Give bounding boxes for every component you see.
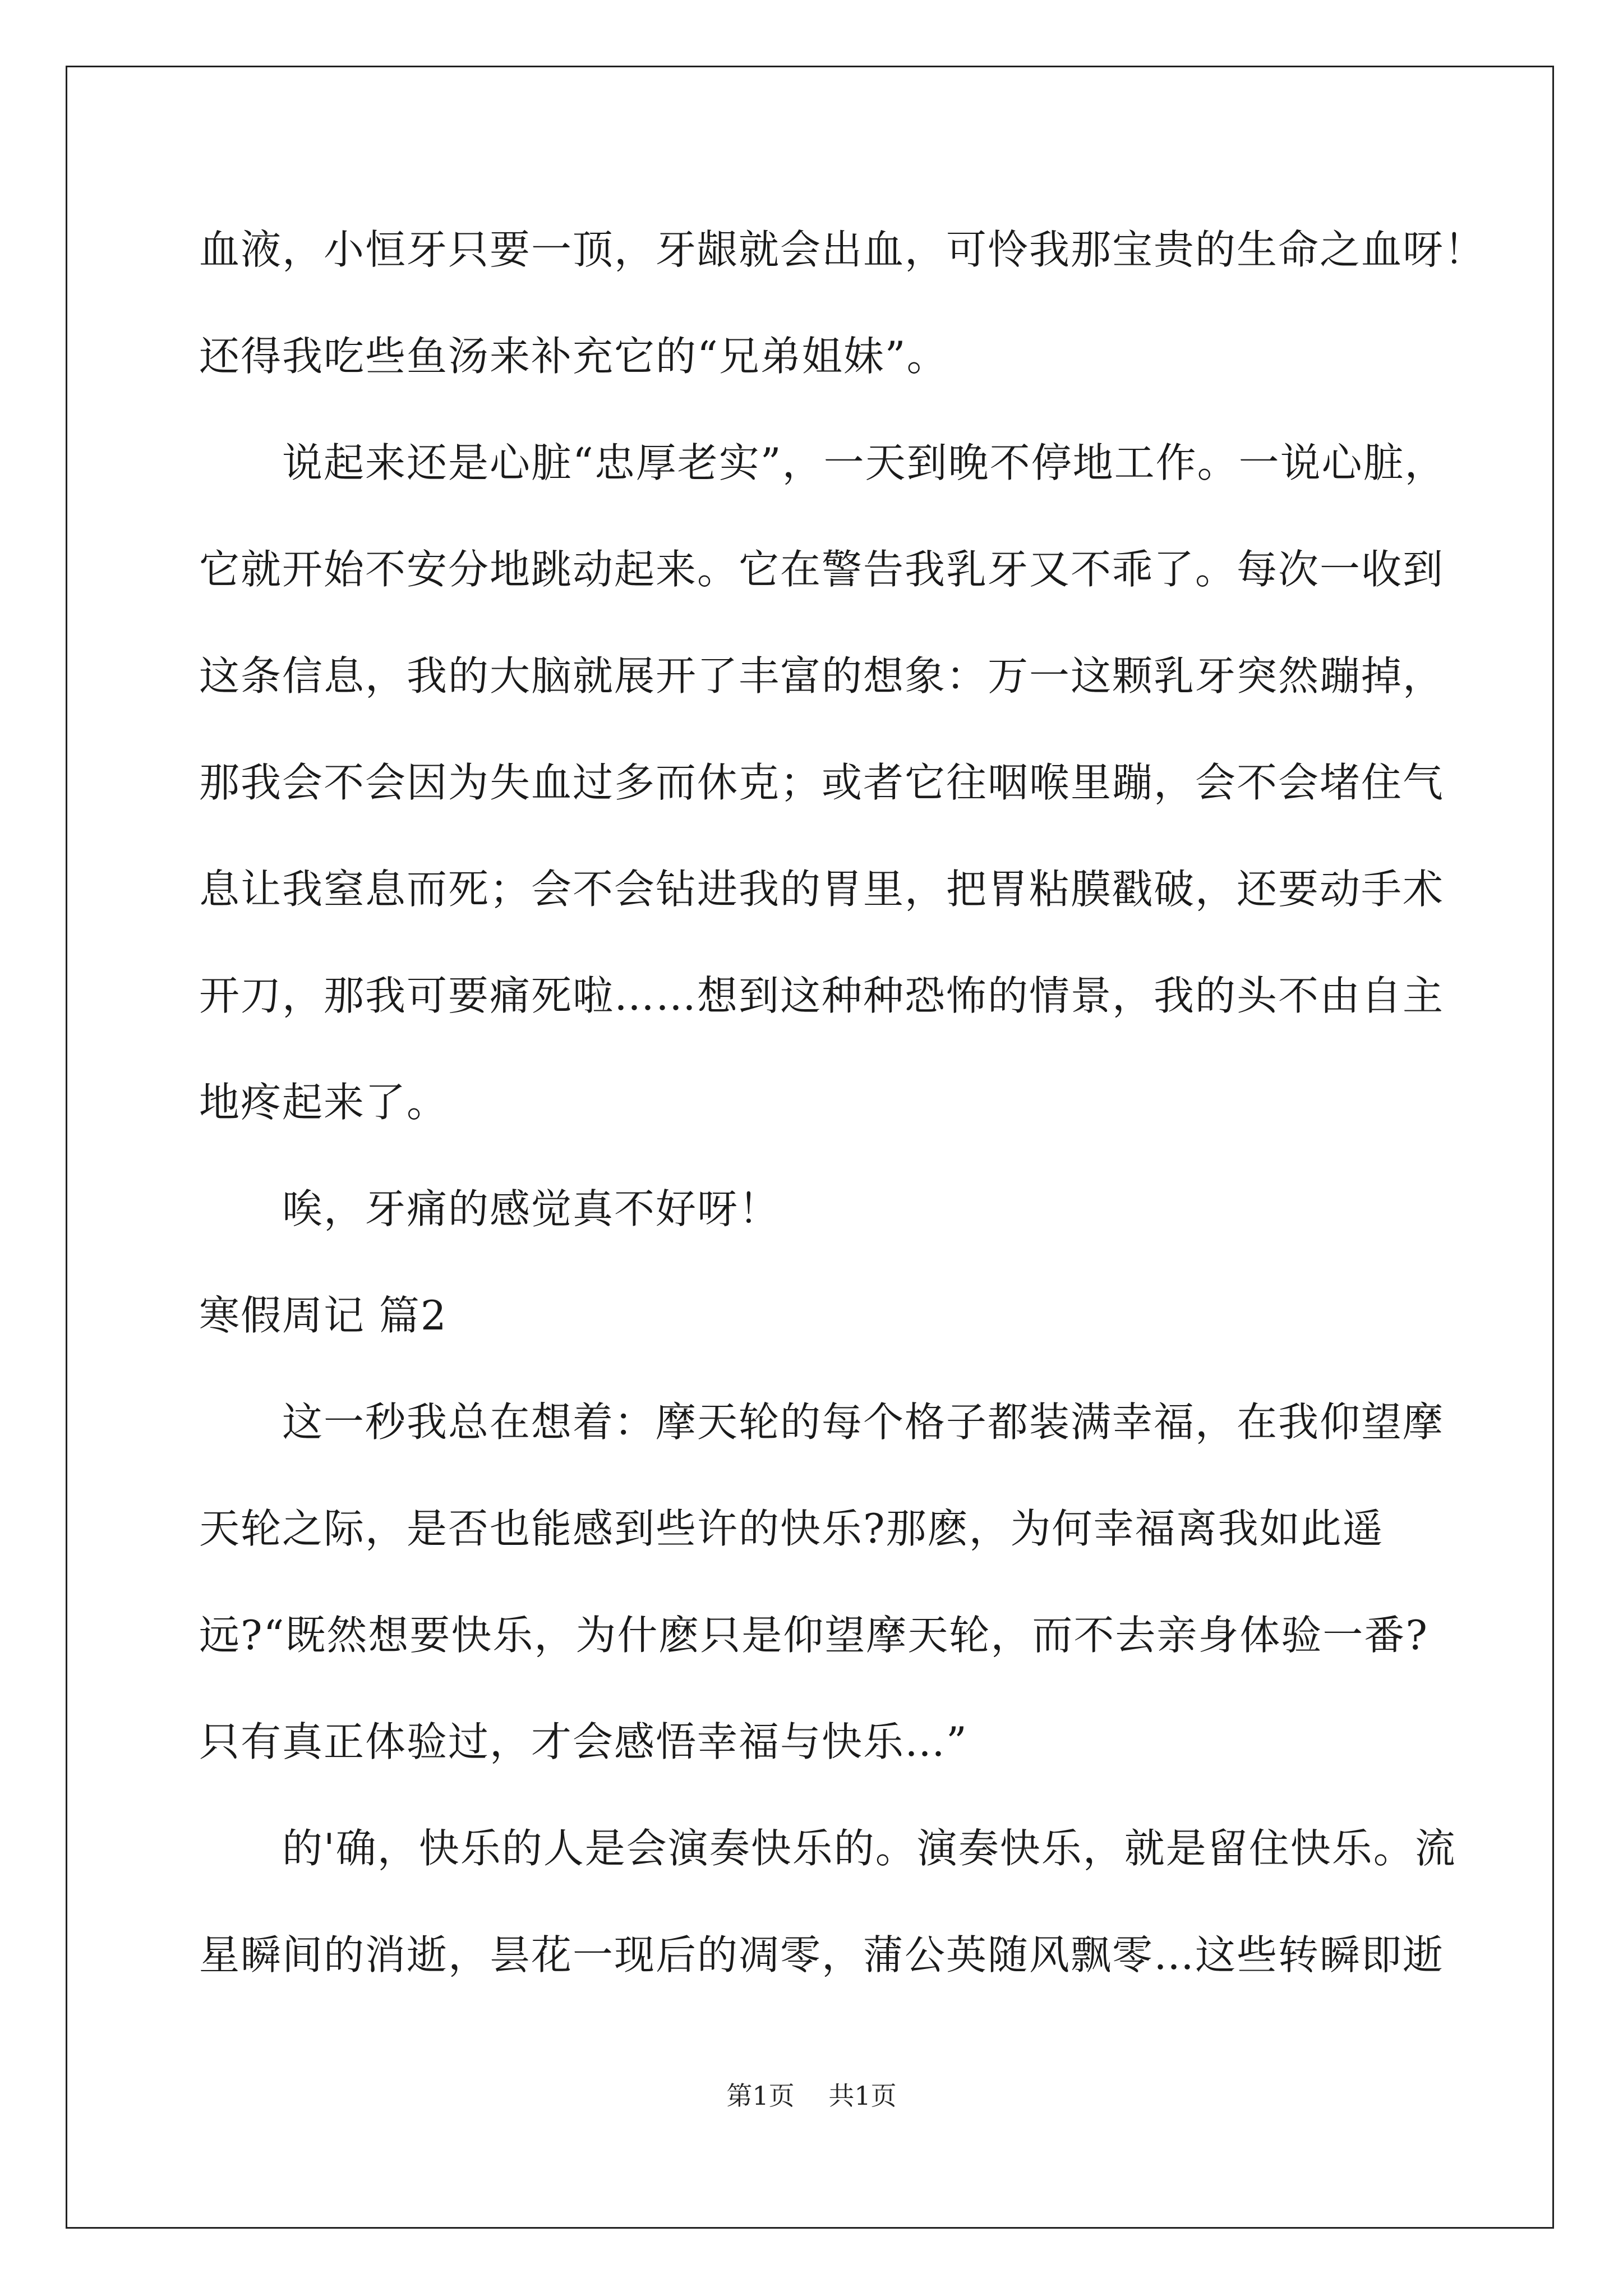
text-line: 它就开始不安分地跳动起来。它在警告我乳牙又不乖了。每次一收到 [199, 546, 1445, 593]
paragraph-start-line: 这一秒我总在想着：摩天轮的每个格子都装满幸福，在我仰望摩 [282, 1398, 1445, 1446]
document-body [199, 196, 1486, 2008]
text-line: 天轮之际，是否也能感到些许的快乐?那麽，为何幸福离我如此遥 [199, 1505, 1384, 1552]
page-number: 第1页 [726, 2081, 795, 2111]
paragraph-start-line: 说起来还是心脏“忠厚老实”，一天到晚不停地工作。一说心脏， [282, 439, 1446, 486]
text-line: 那我会不会因为失血过多而休克；或者它往咽喉里蹦，会不会堵住气 [199, 759, 1445, 806]
text-line: 息让我窒息而死；会不会钻进我的胃里，把胃粘膜戳破，还要动手术 [199, 866, 1445, 913]
page-footer [0, 2079, 1623, 2113]
section-heading: 寒假周记 篇2 [199, 1292, 448, 1339]
text-line: 星瞬间的消逝，昙花一现后的凋零，蒲公英随风飘零…这些转瞬即逝 [199, 1931, 1445, 1978]
text-line: 地疼起来了。 [199, 1079, 449, 1126]
paragraph-start-line: 的'确，快乐的人是会演奏快乐的。演奏快乐，就是留住快乐。流 [282, 1825, 1456, 1872]
text-line: 只有真正体验过，才会感悟幸福与快乐…” [199, 1718, 968, 1765]
page-total: 共1页 [828, 2081, 897, 2111]
text-line: 开刀，那我可要痛死啦……想到这种种恐怖的情景，我的头不由自主 [199, 972, 1445, 1019]
text-line: 这条信息，我的大脑就展开了丰富的想象：万一这颗乳牙突然蹦掉， [199, 652, 1445, 700]
text-line: 还得我吃些鱼汤来补充它的“兄弟姐妹”。 [199, 333, 948, 380]
text-line: 远?“既然想要快乐，为什麽只是仰望摩天轮，而不去亲身体验一番? [199, 1612, 1429, 1659]
paragraph-start-line: 唉，牙痛的感觉真不好呀！ [282, 1185, 781, 1232]
text-line: 血液，小恒牙只要一顶，牙龈就会出血，可怜我那宝贵的生命之血呀！ [199, 226, 1486, 273]
